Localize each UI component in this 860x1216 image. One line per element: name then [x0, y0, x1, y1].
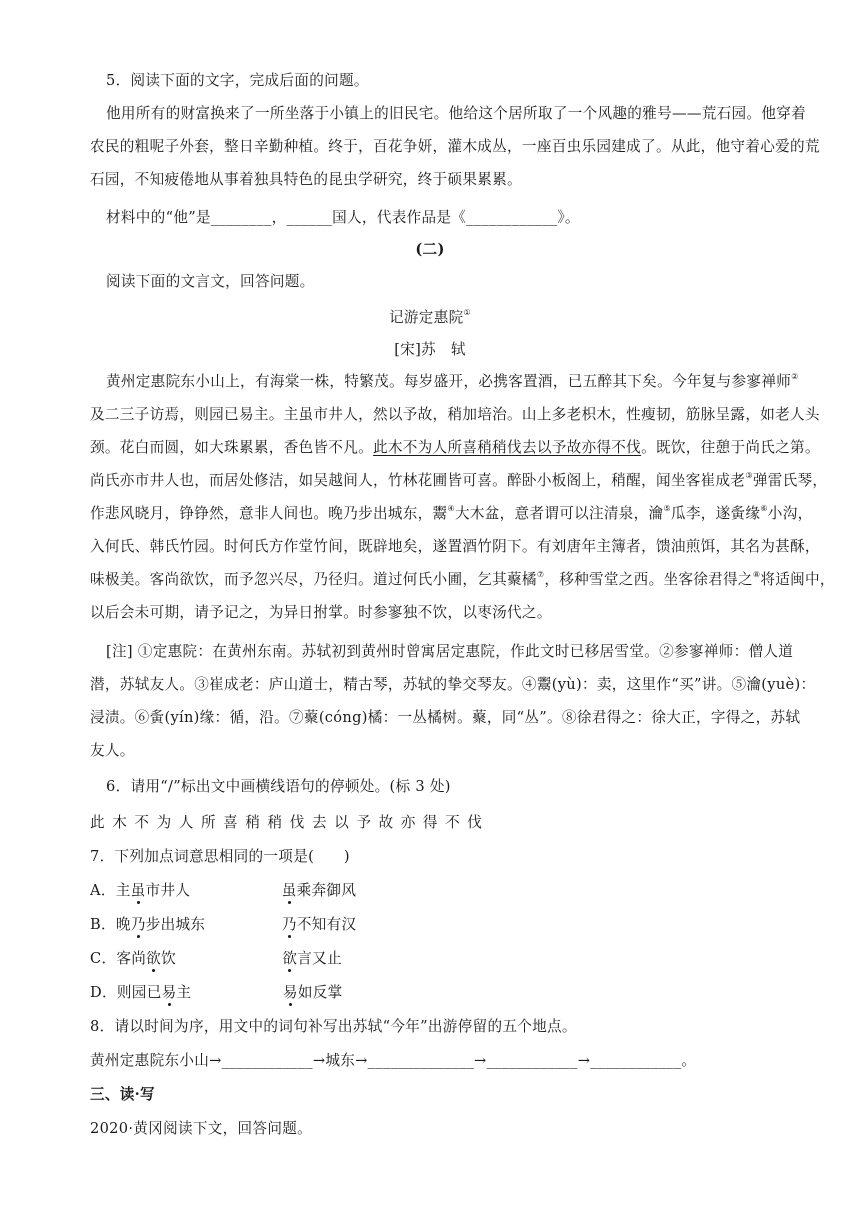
q8-route: 黄州定惠院东小山→____________→城东→______________→____________→____________。 — [90, 1052, 697, 1069]
footnote-marker: ② — [791, 372, 799, 381]
dotted-word: 欲 — [282, 950, 298, 967]
q7-stem: 7．下列加点词意思相同的一项是( ) — [90, 848, 350, 865]
q5-paragraph-line: 石园，不知疲倦地从事着独具特色的昆虫学研究，终于硕果累累。 — [90, 171, 522, 188]
q5-paragraph-line: 他用所有的财富换来了一所坐落于小镇上的旧民宅。他给这个居所取了一个风趣的雅号——荒石园。他穿着 — [106, 105, 807, 122]
dotted-word: 乃 — [281, 916, 297, 933]
q5-paragraph-line: 农民的粗呢子外套，整日辛勤种植。终于，百花争妍，灌木成丛，一座百虫乐园建成了。从此，他守着心爱的荒 — [90, 138, 820, 155]
q6-stem: 6．请用“/”标出文中画横线语句的停顿处。(标 3 处) — [106, 778, 451, 795]
passage-line: 颈。花白而圆，如大珠累累，香色皆不凡。此木不为人所喜稍稍伐去以予故亦得不伐。既饮，往憩于尚氏之第。 — [90, 439, 820, 456]
q8-stem: 8．请以时间为序，用文中的词句补写出苏轼“今年”出游停留的五个地点。 — [90, 1018, 577, 1035]
footnote-marker: ③ — [745, 471, 753, 480]
underlined-sentence: 此木不为人所喜稍稍伐去以予故亦得不伐 — [372, 439, 642, 456]
dotted-word: 虽 — [281, 882, 297, 899]
passage-line: 黄州定惠院东小山上，有海棠一株，特繁茂。每岁盛开，必携客置酒，已五醉其下矣。今年复与参寥禅师② — [106, 372, 799, 390]
passage-title: 记游定惠院① — [389, 308, 471, 326]
passage-line: 作悲风晓月，铮铮然，意非人间也。晚乃步出城东，鬻④大木盆，意者谓可以注清泉，瀹⑤瓜李，遂夤缘⑥小沟， — [90, 504, 813, 522]
notes-line: 浸渍。⑥夤(yín)缘：循，沿。⑦藂(cóng)橘：一丛橘树。藂，同“丛”。⑧徐君得之：徐大正，字得之，苏轼 — [90, 709, 801, 726]
dotted-word: 欲 — [146, 950, 162, 967]
notes-line: [注] ①定惠院：在黄州东南。苏轼初到黄州时曾寓居定惠院，作此文时已移居雪堂。②参寥禅师：僧人道 — [106, 643, 794, 660]
q5-title: 5．阅读下面的文字，完成后面的问题。 — [106, 72, 369, 89]
section-intro: 2020·黄冈阅读下文，回答问题。 — [90, 1120, 313, 1137]
q6-sentence: 此木不为人所喜稍稍伐去以予故亦得不伐 — [90, 814, 490, 831]
section-intro: 阅读下面的文言文，回答问题。 — [106, 273, 315, 290]
passage-line: 尚氏亦市井人也，而居处修洁，如吴越间人，竹林花圃皆可喜。醉卧小板阁上，稍醒，闻坐客崔成老③弹雷氏琴， — [90, 471, 828, 489]
dotted-word: 乃 — [130, 916, 146, 933]
footnote-marker: ④ — [447, 504, 455, 513]
q7-option-a: A．主虽市井人 虽乘奔御风 — [90, 882, 357, 899]
passage-line: 入何氏、韩氏竹园。时何氏方作堂竹间，既辟地矣，遂置酒竹阴下。有刘唐年主簿者，馈油煎饵，其名为甚酥， — [90, 538, 820, 555]
q7-option-b: B．晚乃步出城东 乃不知有汉 — [90, 916, 357, 933]
footnote-marker: ⑧ — [752, 570, 761, 579]
dotted-word: 虽 — [130, 882, 146, 899]
dotted-word: 易 — [282, 984, 298, 1001]
notes-line: 潜，苏轼友人。③崔成老：庐山道士，精古琴，苏轼的挚交琴友。④鬻(yù)：卖，这里作“买”讲。⑤瀹(yuè)： — [90, 676, 816, 693]
passage-line: 以后会未可期，请予记之，为异日拊掌。时参寥独不饮，以枣汤代之。 — [90, 604, 552, 621]
footnote-marker: ⑤ — [663, 504, 671, 513]
passage-line: 及二三子访焉，则园已易主。主虽市井人，然以予故，稍加培治。山上多老枳木，性瘦韧，筋脉呈露，如老人头 — [90, 406, 820, 423]
footnote-marker: ⑥ — [760, 504, 768, 513]
section-heading: 三、读·写 — [90, 1086, 155, 1103]
q7-option-d: D．则园已易主 易如反掌 — [90, 984, 343, 1001]
passage-author: [宋]苏 轼 — [394, 341, 466, 358]
footnote-marker: ① — [463, 308, 471, 317]
q5-fill-blank: 材料中的“他”是________，______国人，代表作品是《____________》。 — [106, 209, 580, 226]
footnote-marker: ⑦ — [536, 570, 545, 579]
q7-option-c: C．客尚欲饮 欲言又止 — [90, 950, 342, 967]
passage-line: 味极美。客尚欲饮，而予忽兴尽，乃径归。道过何氏小圃，乞其藂橘⑦，移种雪堂之西。坐客徐君得之⑧将适闽中， — [90, 570, 835, 588]
notes-line: 友人。 — [90, 742, 135, 759]
section-heading: (二) — [415, 241, 445, 258]
dotted-word: 易 — [161, 984, 177, 1001]
